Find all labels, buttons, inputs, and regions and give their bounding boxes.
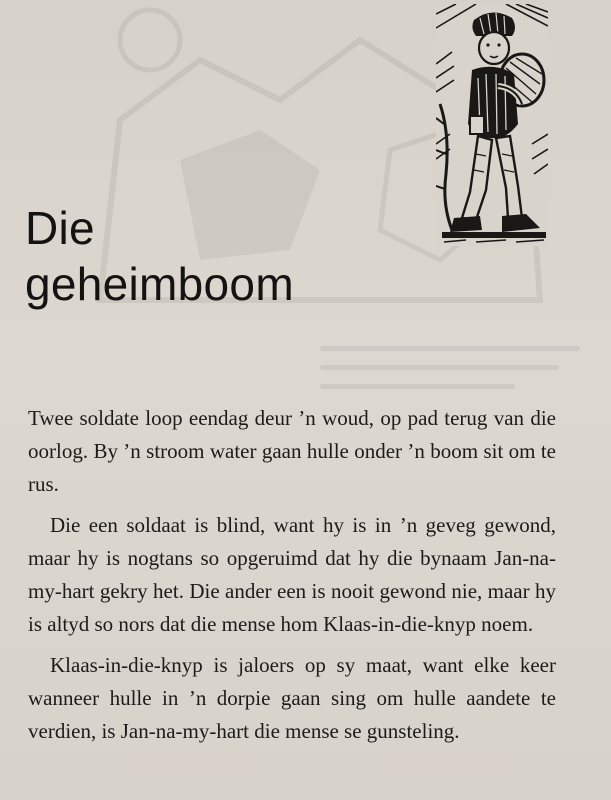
woodcut-figure-illustration	[436, 4, 548, 246]
paragraph-3: Klaas-in-die-knyp is jaloers op sy maat, want elke keer wanneer hulle in ’n dorpie gaan sing om hulle aandete te verdien, is Jan-na-my-hart die mense se gunsteling.	[28, 653, 556, 743]
chapter-title-line-2: geheimboom	[25, 258, 294, 310]
paragraph-1: Twee soldate loop eendag deur ’n woud, op pad terug van die oorlog. By ’n stroom water gaan hulle onder ’n boom sit om te rus.	[28, 406, 556, 496]
bleed-through-text	[320, 346, 580, 406]
chapter-title-line-1: Die	[25, 202, 95, 254]
paragraph-2: Die een soldaat is blind, want hy is in ’n geveg gewond, maar hy is nogtans so opgeruimd dat hy die bynaam Jan-na-my-hart gekry het. Die ander een is nooit gewond nie, maar hy is altyd so nors dat die mense hom Klaas-in-die-knyp noem.	[28, 513, 556, 636]
chapter-title	[25, 200, 294, 312]
story-text	[28, 402, 556, 756]
